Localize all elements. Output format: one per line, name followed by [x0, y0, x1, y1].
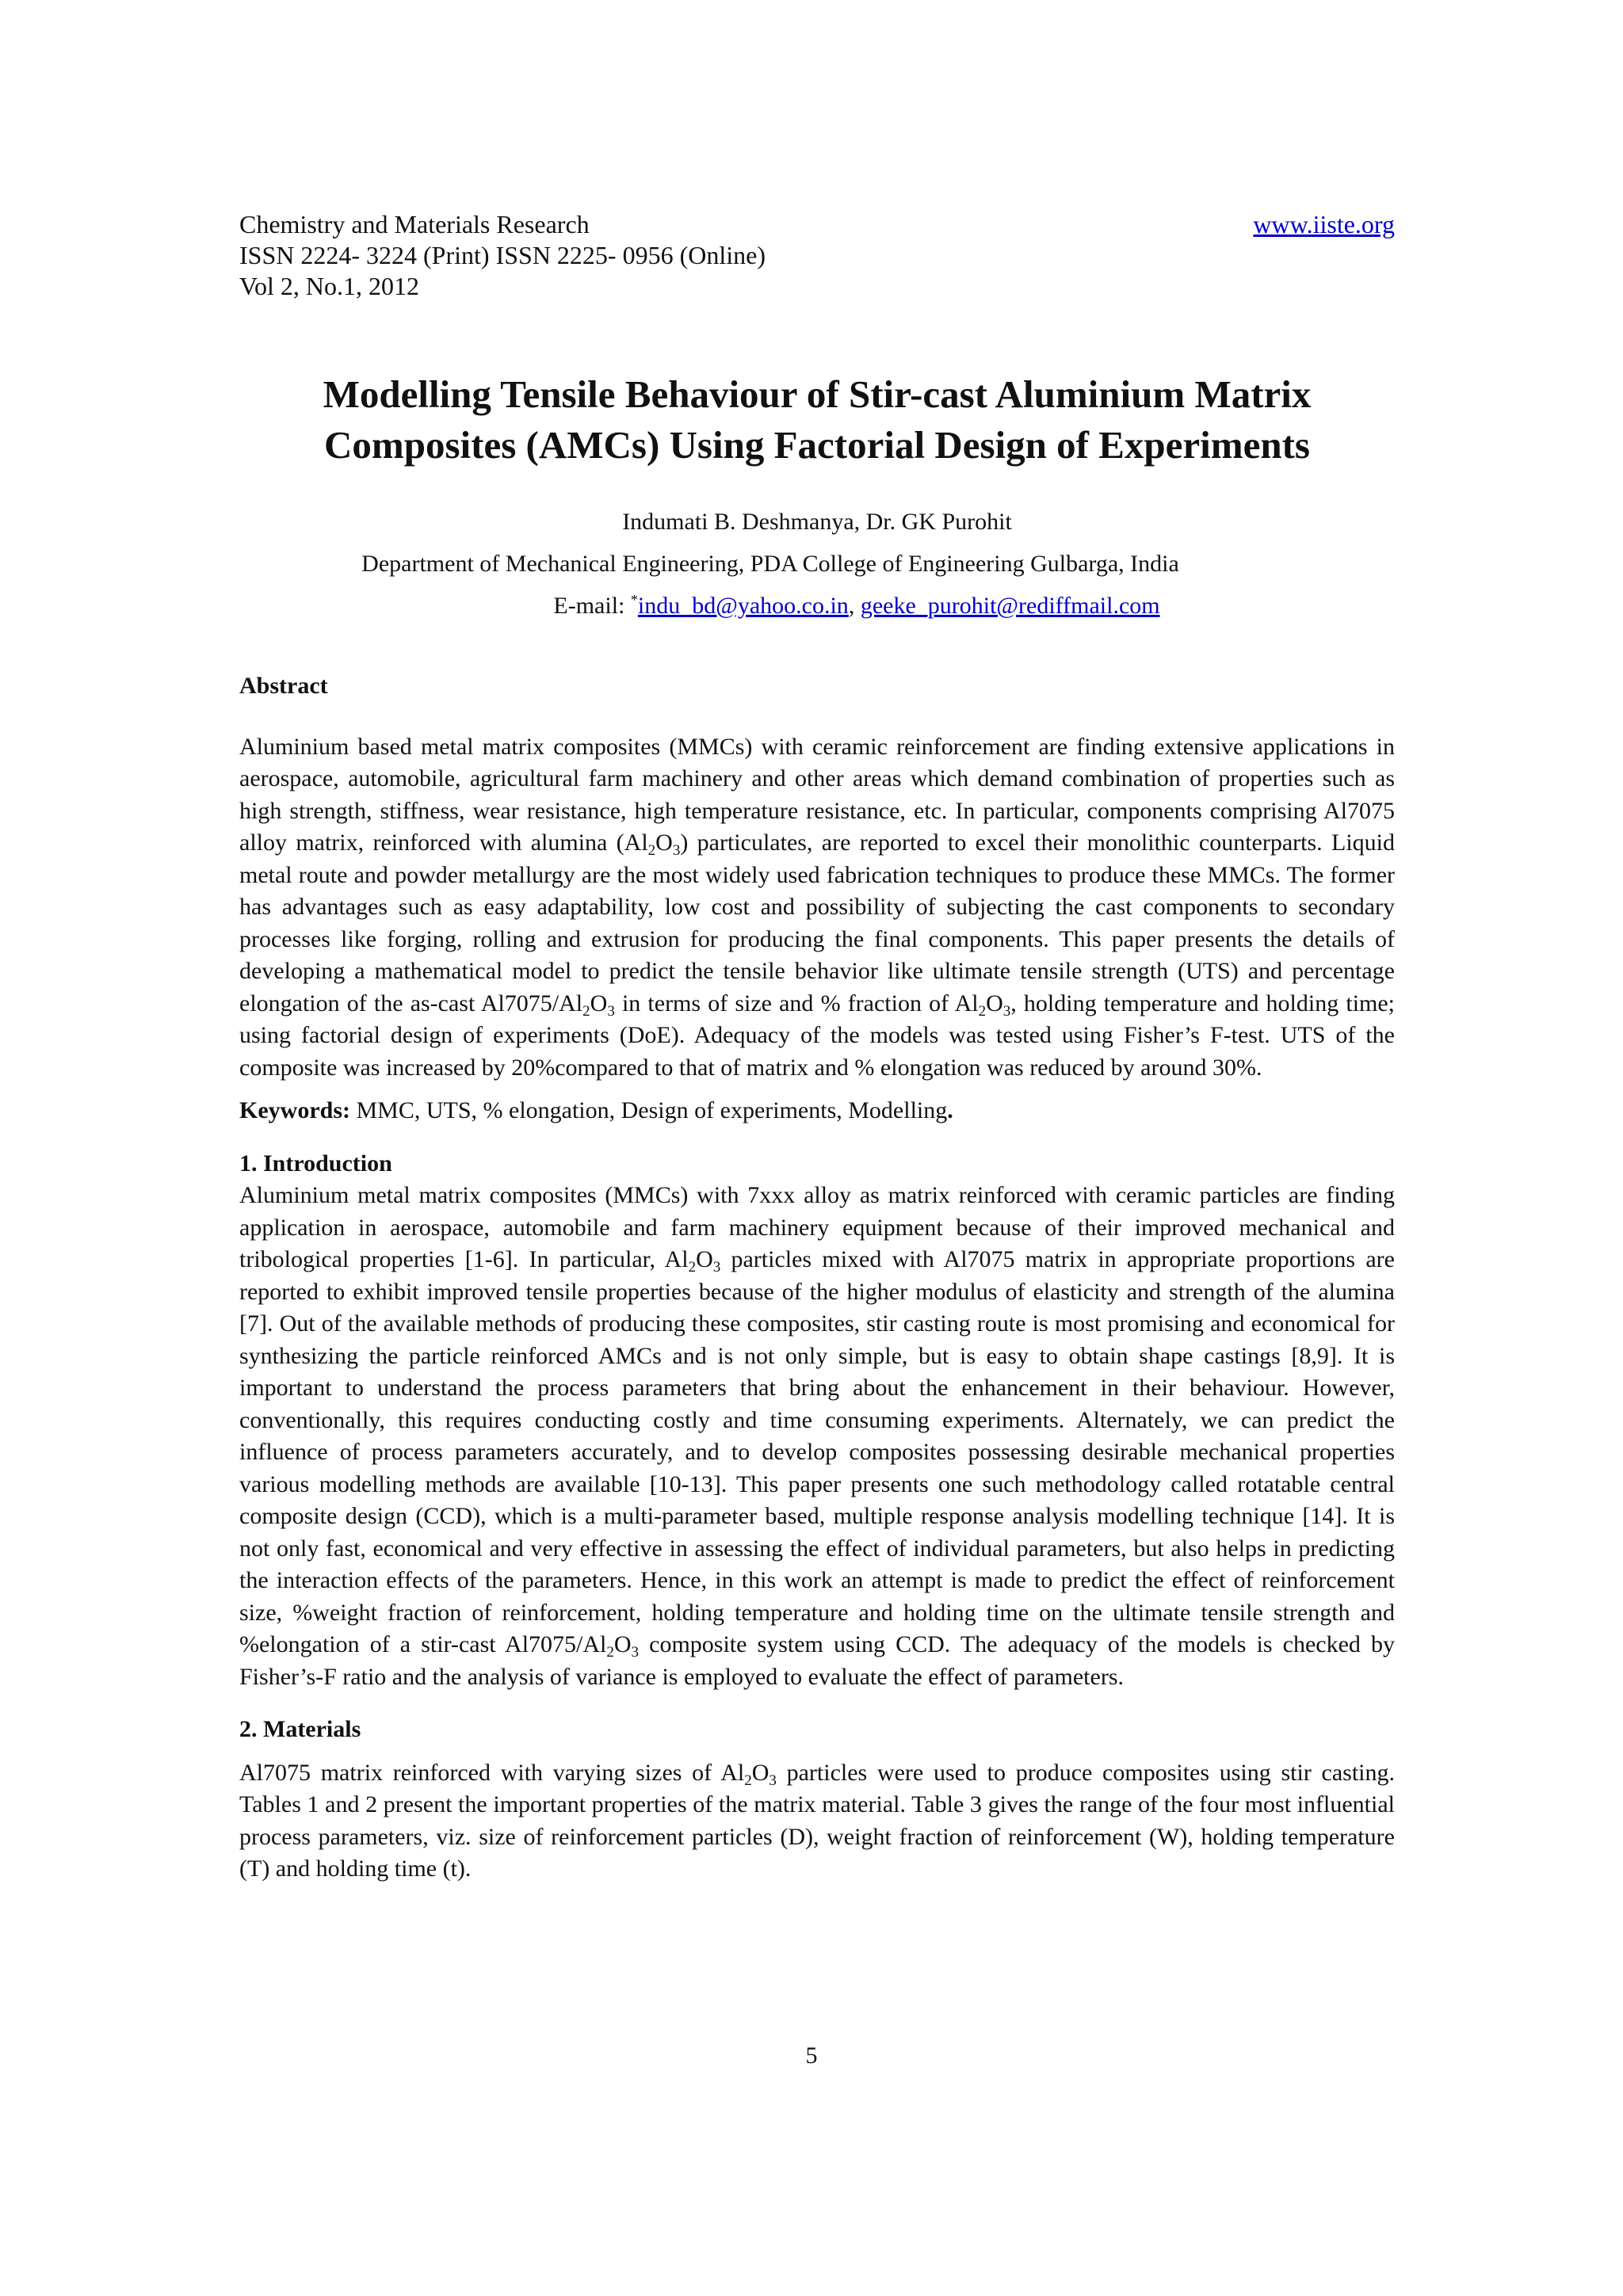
subscript: 3: [672, 842, 681, 859]
subscript: 2: [647, 842, 656, 859]
paper-title-line-1: Modelling Tensile Behaviour of Stir-cast Aluminium Matrix: [323, 372, 1312, 416]
subscript: 2: [582, 1002, 590, 1020]
email-label: E-mail:: [553, 593, 631, 619]
email-separator: ,: [848, 593, 861, 619]
materials-text-part: O: [751, 1759, 769, 1786]
journal-url-link[interactable]: www.iiste.org: [1253, 210, 1395, 238]
subscript: 2: [978, 1002, 987, 1020]
paper-title-line-2: Composites (AMCs) Using Factorial Design of Experiments: [324, 423, 1310, 467]
keywords-text: MMC, UTS, % elongation, Design of experiments, Modelling: [349, 1097, 948, 1123]
subscript: 2: [744, 1772, 752, 1789]
journal-volume: Vol 2, No.1, 2012: [239, 272, 419, 300]
journal-name: Chemistry and Materials Research: [239, 210, 590, 238]
introduction-heading: 1. Introduction: [239, 1150, 392, 1177]
abstract-text-part: in terms of size and % fraction of Al: [614, 990, 979, 1016]
keywords-label: Keywords:: [239, 1097, 350, 1123]
paper-title: [239, 369, 1395, 471]
abstract-heading: Abstract: [239, 673, 328, 699]
abstract-text-part: ) particulates, are reported to excel their monolithic counterparts. Liquid metal route and powder metallurgy are the most widely used fabrication techniques to produce these MMCs. The former has advantages such as easy adaptability, low cost and possibility of subjecting the cast components to secondary processes like forging, rolling and extrusion for producing the final components. This paper presents the details of developing a mathematical model to predict the tensile behavior like ultimate tensile strength (UTS) and percentage elongation of the as-cast Al7075/Al: [239, 830, 1395, 1016]
journal-header-row: [239, 209, 1395, 240]
abstract-text-part: O: [590, 990, 608, 1016]
subscript: 3: [607, 1002, 615, 1020]
email-link-2[interactable]: geeke_purohit@rediffmail.com: [860, 593, 1160, 619]
abstract-text-part: , holding temperature and holding time; using factorial design of experiments (DoE). Adequacy of the models was tested using Fisher’s F-test. UTS of the composite was increased by 20%compared to that of matrix and % elongation was reduced by around 30%.: [239, 990, 1396, 1081]
author-block: [239, 501, 1395, 627]
introduction-text-part: composite system using CCD. The adequacy of the models is checked by Fisher’s-F ratio and the analysis of variance is employed to evaluate the effect of parameters.: [239, 1631, 1395, 1690]
introduction-text: [239, 1180, 1395, 1693]
author-email-line: [279, 585, 1434, 627]
author-affiliation: Department of Mechanical Engineering, PDA College of Engineering Gulbarga, India: [361, 551, 1179, 577]
subscript: 3: [769, 1772, 777, 1789]
introduction-text-part: particles mixed with Al7075 matrix in appropriate proportions are reported to exhibit improved tensile properties because of the higher modulus of elasticity and strength of the alumina [7]. Out of the available methods of producing these composites, stir casting route is most promising and economical for synthesizing the particle reinforced AMCs and is not only simple, but is easy to obtain shape castings [8,9]. It is important to understand the process parameters that bring about the enhancement in their behaviour. However, conventionally, this requires conducting costly and time consuming experiments. Alternately, we can predict the influence of process parameters accurately, and to develop composites possessing desirable mechanical properties various modelling methods are available [10-13]. This paper presents one such methodology called rotatable central composite design (CCD), which is a multi-parameter based, multiple response analysis modelling technique [14]. It is not only fast, economical and very effective in assessing the effect of individual parameters, but also helps in predicting the interaction effects of the parameters. Hence, in this work an attempt is made to predict the effect of reinforcement size, %weight fraction of reinforcement, holding temperature and holding time on the ultimate tensile strength and %elongation of a stir-cast Al7075/Al: [239, 1246, 1395, 1657]
abstract-text-part: O: [986, 990, 1003, 1016]
email-link-1[interactable]: indu_bd@yahoo.co.in: [637, 593, 849, 619]
materials-text-part: particles were used to produce composites using stir casting. Tables 1 and 2 present the important properties of the matrix material. Table 3 gives the range of the four most influential process parameters, viz. size of reinforcement particles (D), weight fraction of reinforcement (W), holding temperature (T) and holding time (t).: [239, 1759, 1395, 1882]
keywords: [239, 1095, 1395, 1127]
journal-issn: ISSN 2224- 3224 (Print) ISSN 2225- 0956 (Online): [239, 241, 766, 269]
page-number: 5: [805, 2042, 818, 2069]
materials-text: [239, 1757, 1395, 1886]
abstract-text-part: Aluminium based metal matrix composites (MMCs) with ceramic reinforcement are finding extensive applications in aerospace, automobile, agricultural farm machinery and other areas which demand combination of properties such as high strength, stiffness, wear resistance, high temperature resistance, etc. In particular, components comprising Al7075 alloy matrix, reinforced with alumina (Al: [239, 733, 1395, 856]
abstract-text-part: O: [655, 830, 673, 856]
paper-body: [239, 670, 1395, 1886]
subscript: 2: [688, 1259, 697, 1276]
corresponding-author-mark: *: [630, 592, 638, 608]
subscript: 2: [606, 1644, 614, 1661]
introduction-text-part: Aluminium metal matrix composites (MMCs) with 7xxx alloy as matrix reinforced with ceramic particles are finding application in aerospace, automobile and farm machinery equipment because of their improved mechanical and tribological properties [1-6]. In particular, Al: [239, 1182, 1395, 1272]
abstract-text: [239, 731, 1395, 1085]
journal-header: [239, 209, 1395, 302]
introduction-text-part: O: [696, 1246, 713, 1272]
subscript: 3: [631, 1644, 640, 1661]
author-names: Indumati B. Deshmanya, Dr. GK Purohit: [622, 509, 1012, 535]
keywords-end: .: [947, 1097, 953, 1123]
subscript: 3: [712, 1259, 721, 1276]
materials-text-part: Al7075 matrix reinforced with varying sizes of Al: [239, 1759, 745, 1786]
subscript: 3: [1002, 1002, 1011, 1020]
introduction-text-part: O: [613, 1631, 632, 1657]
materials-heading: 2. Materials: [239, 1716, 361, 1742]
